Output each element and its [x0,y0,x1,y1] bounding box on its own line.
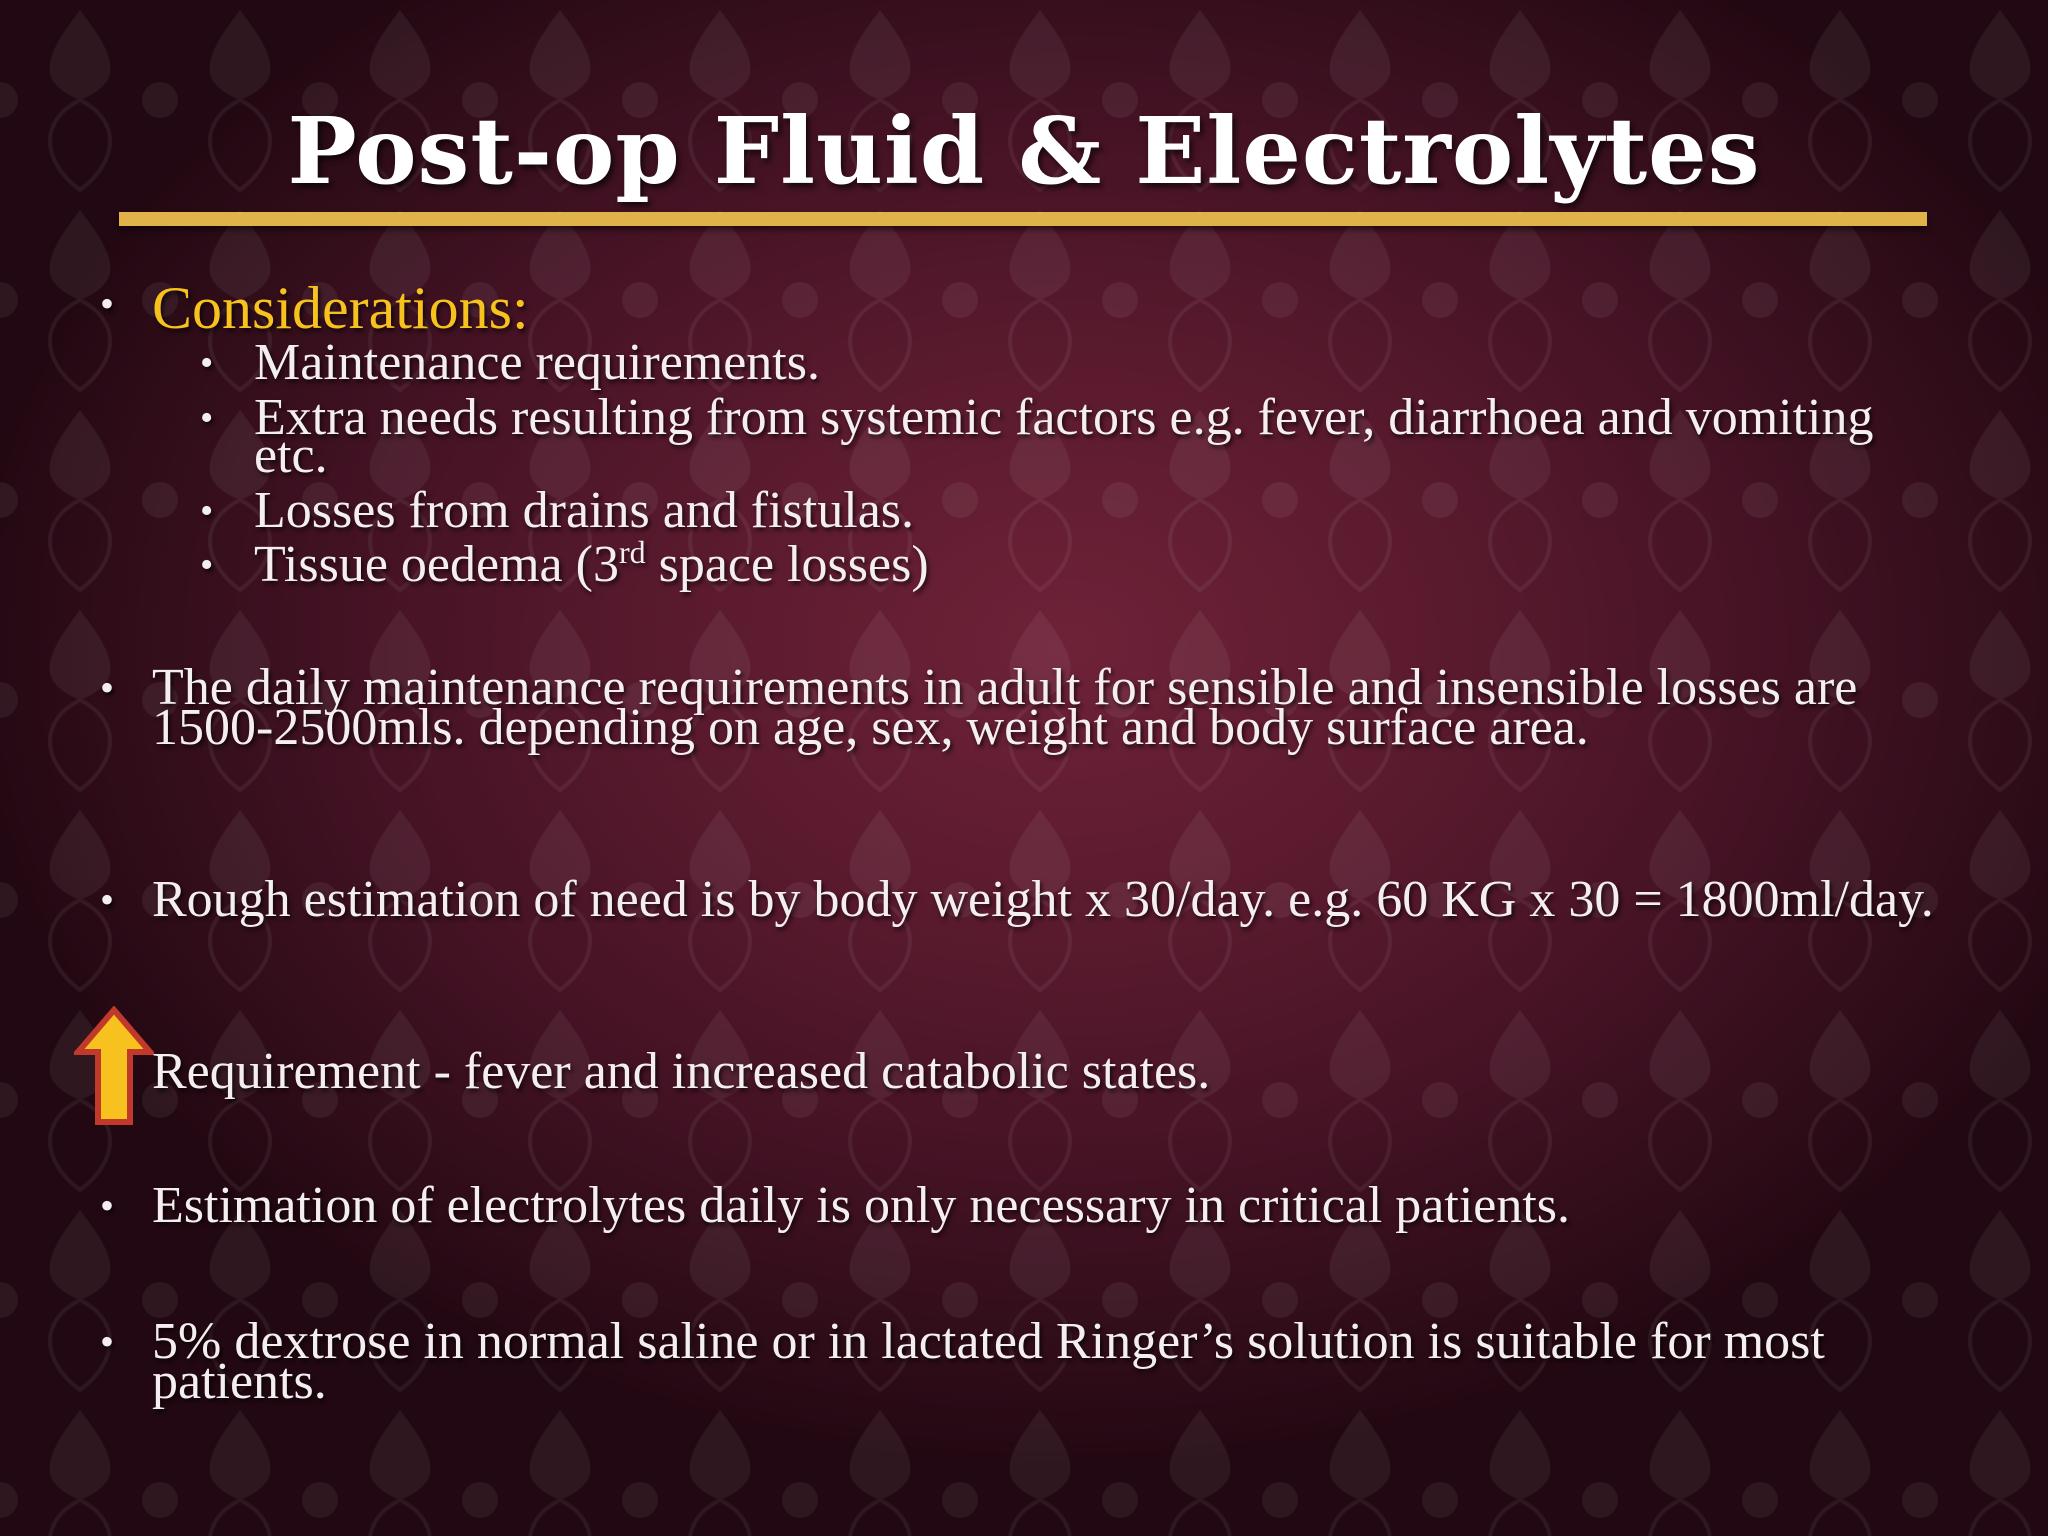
considerations-heading: Considerations: [152,275,529,341]
daily-maintenance-bullet [100,659,1960,756]
sub-item-tissue-oedema [200,534,1880,593]
slide-title: Post-op Fluid & Electrolytes [287,97,1761,205]
electrolytes-bullet [100,1177,1960,1234]
dextrose-bullet [100,1313,1960,1410]
considerations-bullet [100,275,1960,341]
bullet-marker: • [200,342,214,384]
tissue-text-end: space losses) [645,536,929,593]
bullet-marker: • [200,397,214,439]
requirement-bullet [100,1043,1960,1100]
sub-item-text [254,534,1880,593]
bullet-marker: • [100,281,115,326]
bullet-text: Estimation of electrolytes daily is only necessary in critical patients. [152,1177,1571,1234]
bullet-marker: • [200,490,214,532]
tissue-text-start: Tissue oedema (3 [254,536,619,593]
bullet-text: Requirement - fever and increased catabolic states. [152,1043,1211,1100]
bullet-marker: • [100,877,115,922]
bullet-marker: • [100,1319,115,1364]
bullet-marker: • [200,544,214,586]
bullet-text: The daily maintenance requirements in adult for sensible and insensible losses are 1500-2500mls. depending on age, sex, weight and body surface area. [152,659,1858,756]
bullet-text: Rough estimation of need is by body weight x 30/day. e.g. 60 KG x 30 = 1800ml/day. [152,871,1934,928]
sub-item [200,334,1880,391]
sub-item-text: Extra needs resulting from systemic factors e.g. fever, diarrhoea and vomiting etc. [254,389,1874,484]
sub-item [200,389,1880,484]
bullet-marker: • [100,1183,115,1228]
sub-item-text: Losses from drains and fistulas. [254,482,915,539]
ordinal-superscript: rd [618,534,646,570]
bullet-text: 5% dextrose in normal saline or in lactated Ringer’s solution is suitable for most patients. [152,1313,1825,1410]
bullet-marker: • [100,665,115,710]
rough-estimation-bullet [100,871,1960,928]
sub-item [200,482,1880,539]
sub-item-text: Maintenance requirements. [254,334,820,391]
